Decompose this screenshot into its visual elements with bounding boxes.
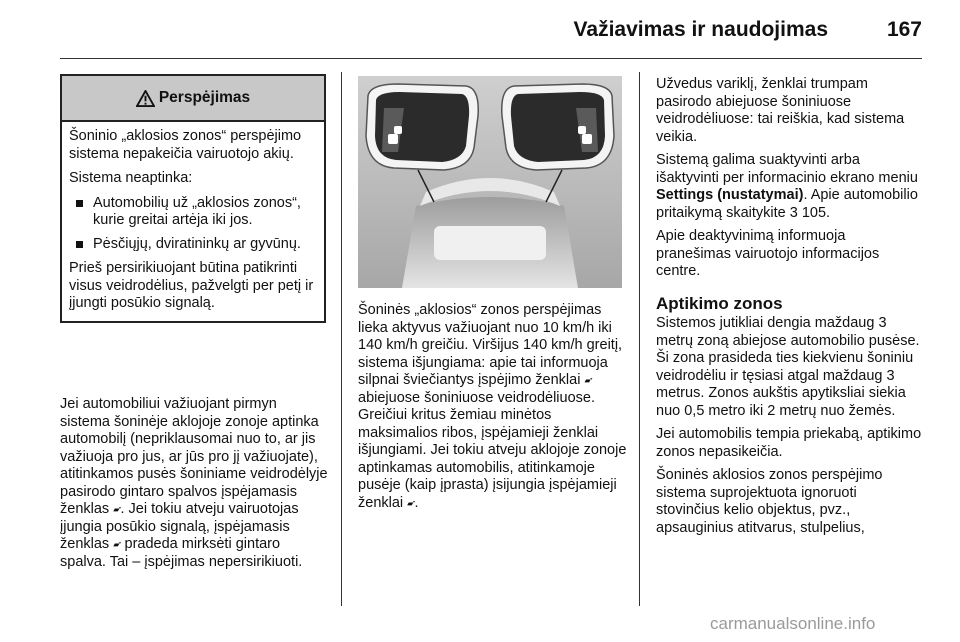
list-item-text: Automobilių už „aklosios zonos“, kurie greitai artėja iki jos.	[93, 194, 301, 228]
watermark: carmanualsonline.info	[710, 614, 876, 633]
bullet-icon	[76, 200, 83, 207]
warning-title: Perspėjimas	[158, 89, 251, 106]
paragraph: Apie deaktyvinimą informuoja pranešimas vairuotojo informacijos centre.	[656, 228, 880, 279]
warning-paragraph: Šoninio „aklosios zonos“ perspėjimo sistema nepakeičia vairuotojo akių.	[69, 128, 302, 162]
list-item-text: Pėsčiųjų, dviratininkų ar gyvūnų.	[93, 235, 301, 252]
paragraph: Sistemos jutikliai dengia maždaug 3 metrų zoną abiejose automobilio pusėse. Ši zona prasideda ties kiekvienu šoniniu veidrodėliu ir tęsiasi atgal maždaug 3 metrus. Zonos aukštis apytiksliai siekia nuo 0,5 metro iki 2 metrų nuo žemės.	[656, 315, 920, 419]
page-header-title: Važiavimas ir naudojimas	[573, 18, 828, 41]
side-blind-zone-icon: ▰ᐩ	[584, 376, 592, 385]
text-span: pradeda mirksėti gintaro spalva. Tai – įspėjimas nepersirikiuoti.	[60, 536, 303, 570]
section-heading: Aptikimo zonos	[656, 293, 783, 313]
text-span: . Apie automobilio pritaikymą skaitykite	[656, 187, 918, 221]
paragraph: Šoninės aklosios zonos perspėjimo sistema suprojektuota ignoruoti stovinčius kelio objektus, pvz., apsauginius atitvarus, stulpelius,	[656, 467, 883, 536]
menu-name: Settings (nustatymai)	[656, 187, 804, 203]
text-span: abiejuose šoniniuose veidrodėliuose. Greičiui kritus žemiau minėtos maksimalios ribos, įspėjamieji ženklai išjungiami. Jei tokiu atveju aklojoje zonoje aptinkamas automobilis, atitinkamoje pusėje (kaip įprasta) įsijungia įspėjamieji ženklai	[358, 389, 627, 511]
warning-paragraph: Prieš persirikiuojant būtina patikrinti visus veidrodėlius, pažvelgti per petį ir įjungti posūkio signalą.	[69, 260, 314, 311]
paragraph	[656, 152, 922, 222]
column-divider	[639, 72, 640, 606]
warning-triangle-icon	[136, 90, 155, 107]
warning-paragraph: Sistema neaptinka:	[69, 170, 193, 186]
side-mirrors-illustration	[358, 76, 622, 288]
text-span: .	[414, 494, 419, 511]
paragraph: Jei automobilis tempia priekabą, aptikimo zonos nepasikeičia.	[656, 426, 922, 460]
side-blind-zone-icon: ▰ᐩ	[113, 505, 121, 514]
list-item	[69, 195, 316, 230]
list-item	[69, 236, 316, 254]
side-blind-zone-icon: ▰ᐩ	[407, 498, 415, 508]
text-span: Jei automobiliui važiuojant pirmyn sistema šoninėje aklojoje zonoje aptinka automobilį (nepriklausomai nuo to, ar jis važiuoja pro jus, ar jūs pro jį važiuojate), atitinkamos pusės šoniniame veidrodėlyje pasirodo gintaro spalvos įspėjamasis ženklas	[60, 396, 328, 517]
mirrors-figure	[358, 76, 622, 288]
header-rule	[60, 58, 922, 59]
paragraph: Užvedus variklį, ženklai trumpam pasirodo abiejuose šoniniuose veidrodėliuose: tai reiškia, kad sistema veikia.	[656, 76, 905, 145]
column-2-text	[358, 302, 628, 518]
column-divider	[341, 72, 342, 606]
page-number: 167	[886, 18, 922, 41]
warning-body	[62, 122, 324, 321]
warning-box	[60, 74, 326, 323]
warning-list	[69, 195, 316, 254]
paragraph	[358, 302, 628, 512]
column-3-text	[656, 76, 922, 543]
page-reference-link[interactable]: 3 105.	[789, 204, 831, 221]
bullet-icon	[76, 241, 83, 248]
text-span: Šoninės „aklosios“ zonos perspėjimas lieka aktyvus važiuojant nuo 10 km/h iki 140 km/h greičiu. Viršijus 140 km/h greitį, sistema išjungiama: apie tai informuoja silpnai šviečiantys įspėjimo ženklai	[358, 302, 623, 388]
text-span: Sistemą galima suaktyvinti arba išaktyvinti per informacinio ekrano meniu	[656, 152, 918, 186]
text-span: . Jei tokiu atveju vairuotojas įjungia posūkio signalą, įspėjamasis ženklas	[60, 501, 299, 552]
column-1-text	[60, 396, 328, 577]
side-blind-zone-icon: ▰ᐩ	[113, 540, 121, 549]
warning-header	[62, 76, 324, 122]
paragraph	[60, 396, 328, 571]
